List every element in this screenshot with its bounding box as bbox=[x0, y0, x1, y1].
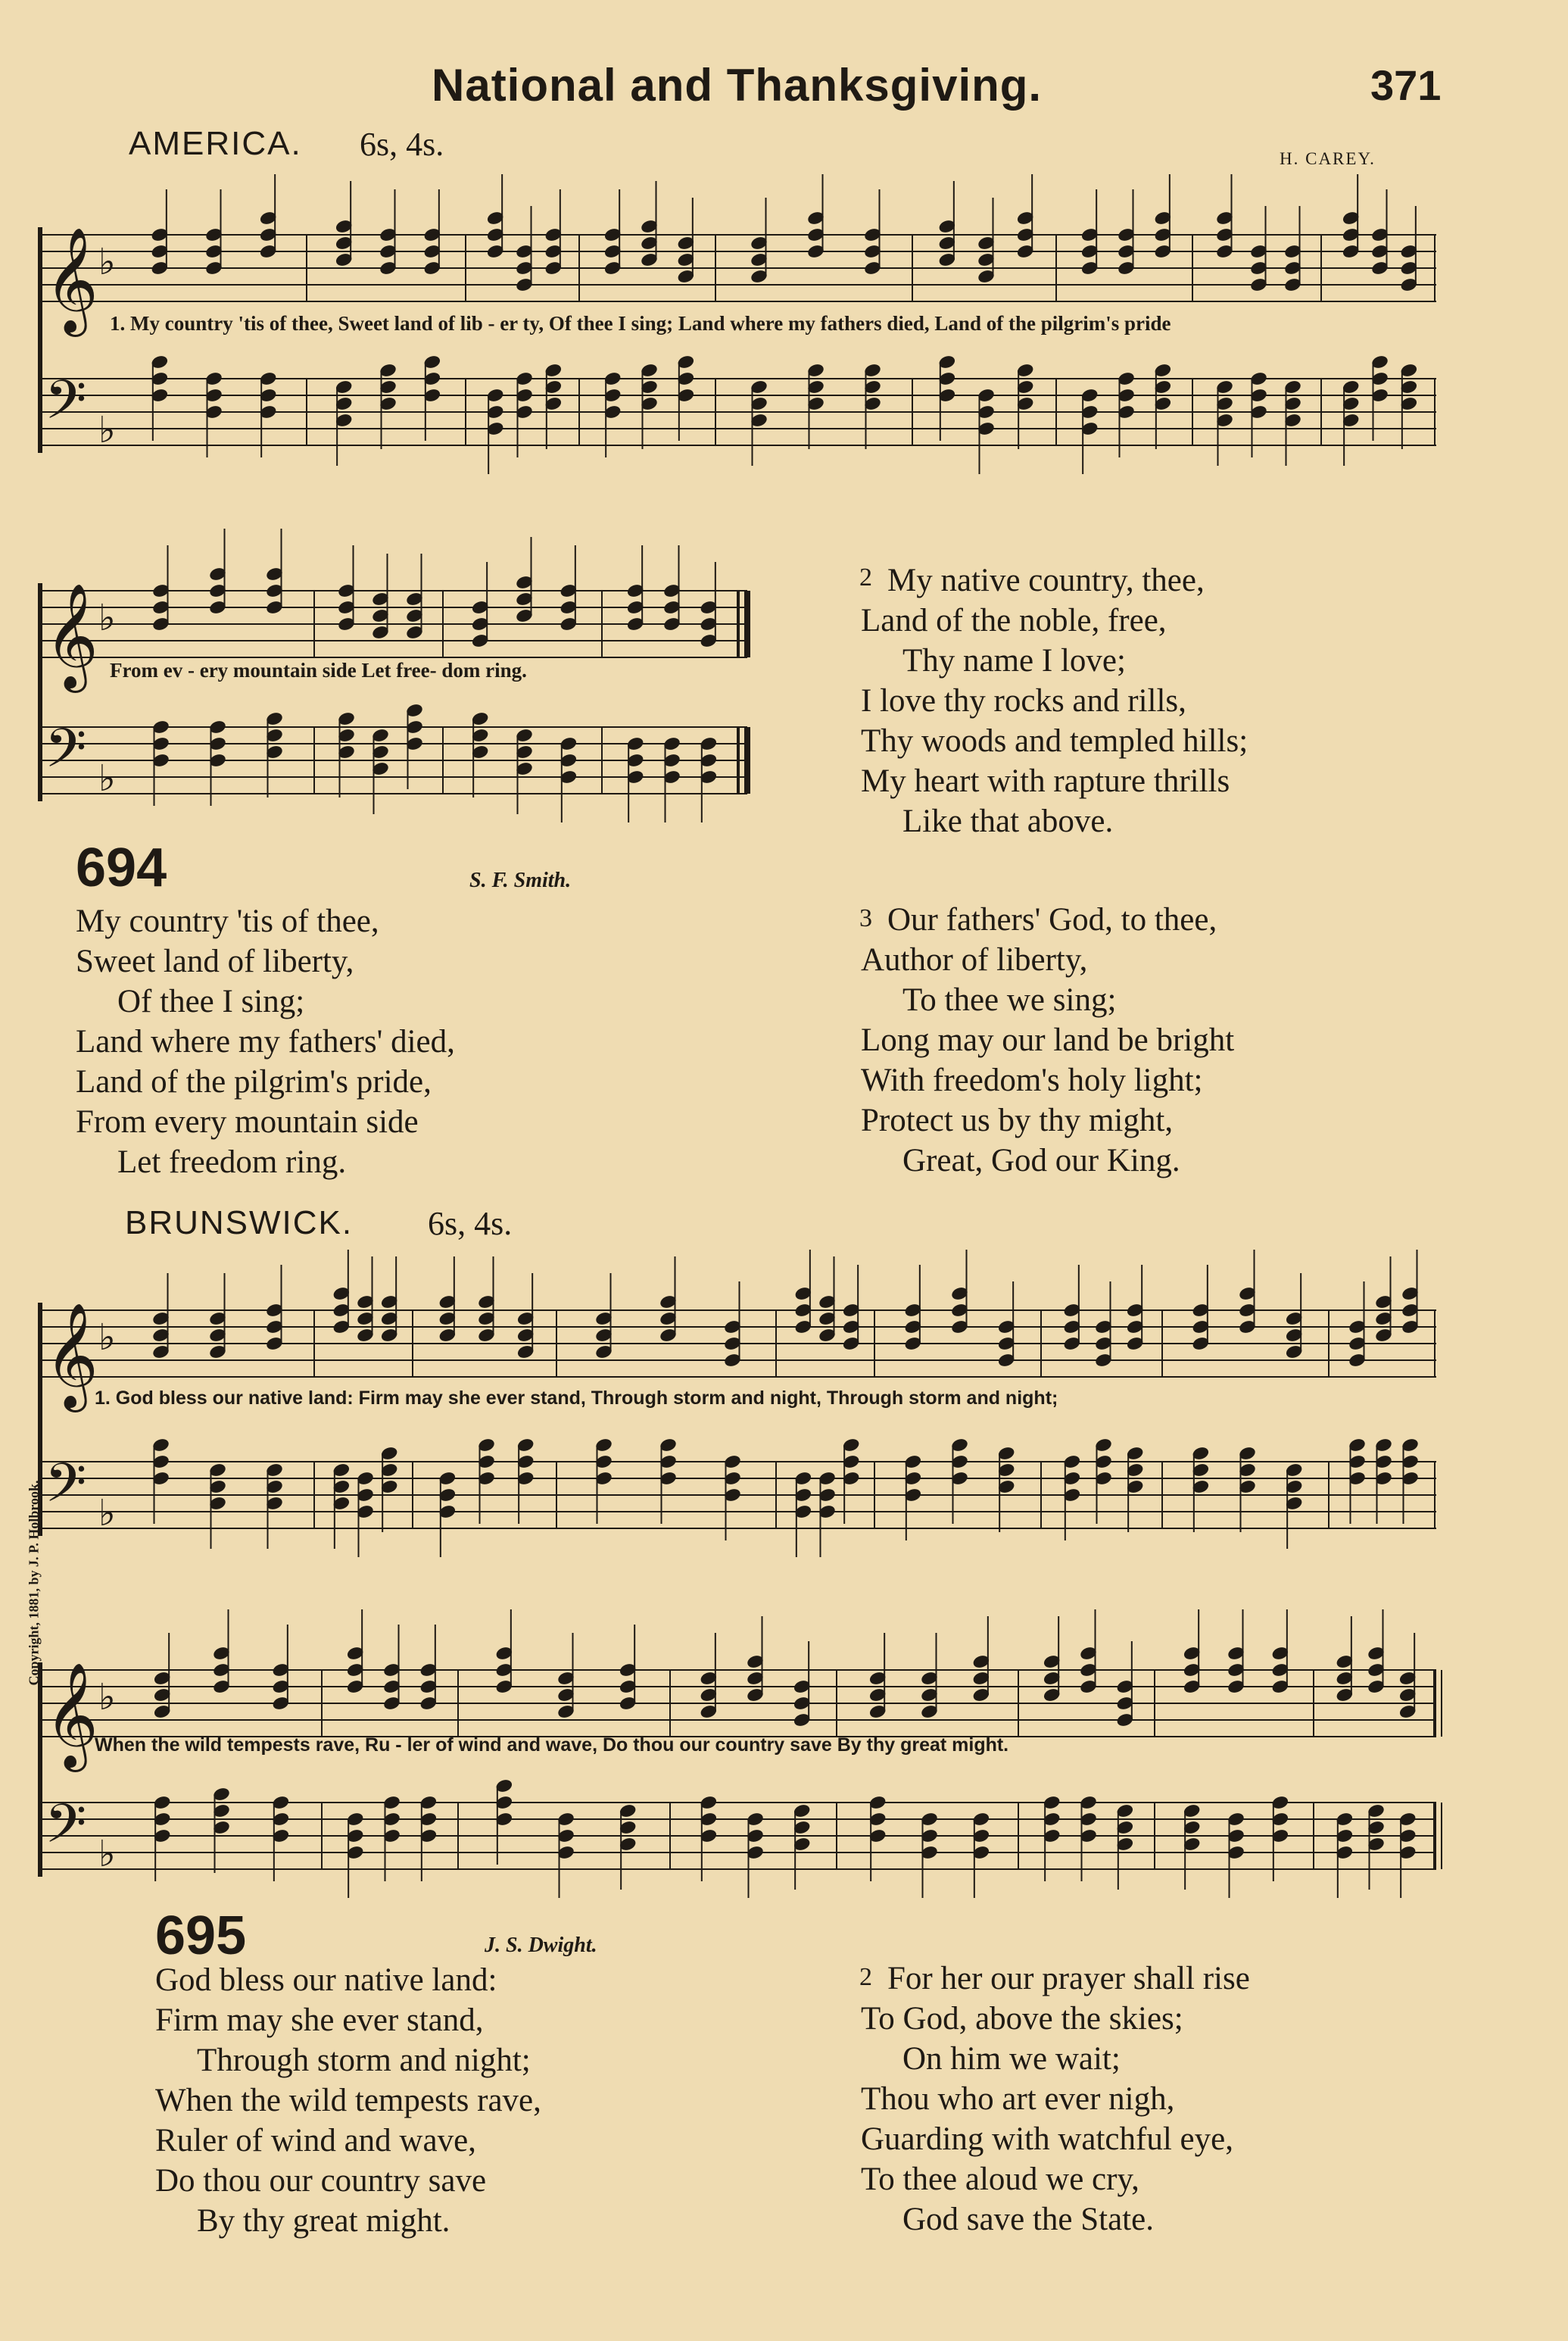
svg-text:𝄞: 𝄞 bbox=[45, 583, 98, 688]
music-lyrics-brunswick-1: 1. God bless our native land: Firm may she ever stand, Through storm and night, Through storm and night; bbox=[95, 1387, 1058, 1409]
stanza-line: Ruler of wind and wave, bbox=[155, 2123, 476, 2158]
svg-text:♭: ♭ bbox=[98, 241, 116, 283]
stanza-line: Thy name I love; bbox=[902, 643, 1126, 679]
page-title: National and Thanksgiving. bbox=[432, 60, 1043, 111]
music-lyrics-america-1: 1. My country 'tis of thee, Sweet land of lib - er ty, Of thee I sing; Land where my fathers died, Land of the pilgrim's pride bbox=[110, 312, 1171, 335]
svg-text:𝄢: 𝄢 bbox=[45, 369, 87, 445]
stanza-695-2 bbox=[861, 1959, 1250, 2240]
stanza-line: When the wild tempests rave, bbox=[155, 2083, 541, 2118]
stanza-line: Author of liberty, bbox=[861, 942, 1088, 978]
music-system bbox=[34, 174, 1442, 500]
stanza-line: Like that above. bbox=[902, 804, 1114, 839]
stanza-line: My heart with rapture thrills bbox=[861, 763, 1230, 799]
stanza-line: Long may our land be bright bbox=[861, 1022, 1235, 1058]
copyright-notice: Copyright, 1881, by J. P. Holbrook. bbox=[26, 1480, 42, 1686]
stanza-line: Great, God our King. bbox=[902, 1143, 1180, 1178]
stanza-line: Protect us by thy might, bbox=[861, 1103, 1174, 1138]
stanza-line: My native country, thee, bbox=[887, 563, 1205, 598]
svg-text:♭: ♭ bbox=[98, 1676, 116, 1718]
stanza-line: Land of the pilgrim's pride, bbox=[76, 1064, 432, 1100]
svg-text:𝄞: 𝄞 bbox=[45, 1303, 98, 1408]
stanza-694-3 bbox=[861, 900, 1235, 1181]
hymn-number-695: 695 bbox=[155, 1906, 247, 1966]
page-number: 371 bbox=[1370, 61, 1442, 109]
music-system bbox=[34, 1609, 1442, 1935]
stanza-695-1 bbox=[155, 1960, 541, 2241]
stanza-line: Firm may she ever stand, bbox=[155, 2002, 484, 2038]
stanza-line: Sweet land of liberty, bbox=[76, 944, 354, 979]
stanza-line: I love thy rocks and rills, bbox=[861, 683, 1186, 719]
svg-text:♭: ♭ bbox=[98, 597, 116, 639]
music-staff-brunswick-1 bbox=[34, 1250, 1442, 1583]
stanza-line: With freedom's holy light; bbox=[861, 1063, 1203, 1098]
svg-text:𝄞: 𝄞 bbox=[45, 1662, 98, 1768]
stanza-line: Land of the noble, free, bbox=[861, 603, 1167, 638]
music-staff-brunswick-2 bbox=[34, 1609, 1442, 1935]
stanza-694-1 bbox=[76, 901, 455, 1182]
music-lyrics-america-2: From ev - ery mountain side Let free- dom ring. bbox=[110, 659, 527, 682]
stanza-line: By thy great might. bbox=[197, 2203, 450, 2239]
music-lyrics-brunswick-2: When the wild tempests rave, Ru - ler of wind and wave, Do thou our country save By thy great might. bbox=[95, 1734, 1009, 1756]
composer-america: H. CAREY. bbox=[1280, 149, 1376, 168]
stanza-line: Guarding with watchful eye, bbox=[861, 2121, 1233, 2157]
tune-name-brunswick: BRUNSWICK. bbox=[125, 1204, 354, 1241]
svg-text:𝄞: 𝄞 bbox=[45, 227, 98, 332]
stanza-line: God bless our native land: bbox=[155, 1962, 497, 1998]
music-staff-america-1 bbox=[34, 174, 1442, 500]
stanza-line: God save the State. bbox=[902, 2202, 1154, 2237]
stanza-line: Let freedom ring. bbox=[117, 1144, 347, 1180]
stanza-line: Our fathers' God, to thee, bbox=[887, 902, 1217, 938]
hymn-number-694: 694 bbox=[76, 838, 167, 898]
stanza-line: From every mountain side bbox=[76, 1104, 419, 1140]
svg-text:𝄢: 𝄢 bbox=[45, 1452, 87, 1528]
stanza-line: Through storm and night; bbox=[197, 2043, 531, 2078]
stanza-line: To thee we sing; bbox=[902, 982, 1117, 1018]
svg-text:♭: ♭ bbox=[98, 409, 116, 451]
svg-text:♭: ♭ bbox=[98, 1492, 116, 1534]
stanza-line: Land where my fathers' died, bbox=[76, 1024, 455, 1060]
stanza-line: Thou who art ever nigh, bbox=[861, 2081, 1175, 2117]
tune-meter-america: 6s, 4s. bbox=[360, 126, 444, 163]
svg-text:♭: ♭ bbox=[98, 1833, 116, 1875]
svg-text:𝄢: 𝄢 bbox=[45, 1793, 87, 1868]
stanza-line: Of thee I sing; bbox=[117, 984, 305, 1019]
stanza-line: For her our prayer shall rise bbox=[887, 1961, 1250, 1996]
stanza-number: 3 bbox=[859, 904, 872, 932]
stanza-line: To God, above the skies; bbox=[861, 2001, 1183, 2037]
stanza-line: To thee aloud we cry, bbox=[861, 2162, 1139, 2197]
svg-text:♭: ♭ bbox=[98, 1316, 116, 1359]
author-694: S. F. Smith. bbox=[469, 869, 572, 892]
stanza-line: On him we wait; bbox=[902, 2041, 1121, 2077]
tune-name-america: AMERICA. bbox=[129, 125, 302, 162]
music-system bbox=[34, 1250, 1442, 1583]
stanza-number: 2 bbox=[859, 1963, 872, 1991]
stanza-line: My country 'tis of thee, bbox=[76, 904, 379, 939]
stanza-694-2 bbox=[861, 560, 1248, 841]
svg-text:𝄢: 𝄢 bbox=[45, 717, 87, 793]
svg-text:♭: ♭ bbox=[98, 757, 116, 800]
stanza-line: Do thou our country save bbox=[155, 2163, 487, 2199]
tune-meter-brunswick: 6s, 4s. bbox=[428, 1205, 513, 1242]
stanza-number: 2 bbox=[859, 563, 872, 591]
stanza-line: Thy woods and templed hills; bbox=[861, 723, 1248, 759]
author-695: J. S. Dwight. bbox=[485, 1934, 597, 1957]
